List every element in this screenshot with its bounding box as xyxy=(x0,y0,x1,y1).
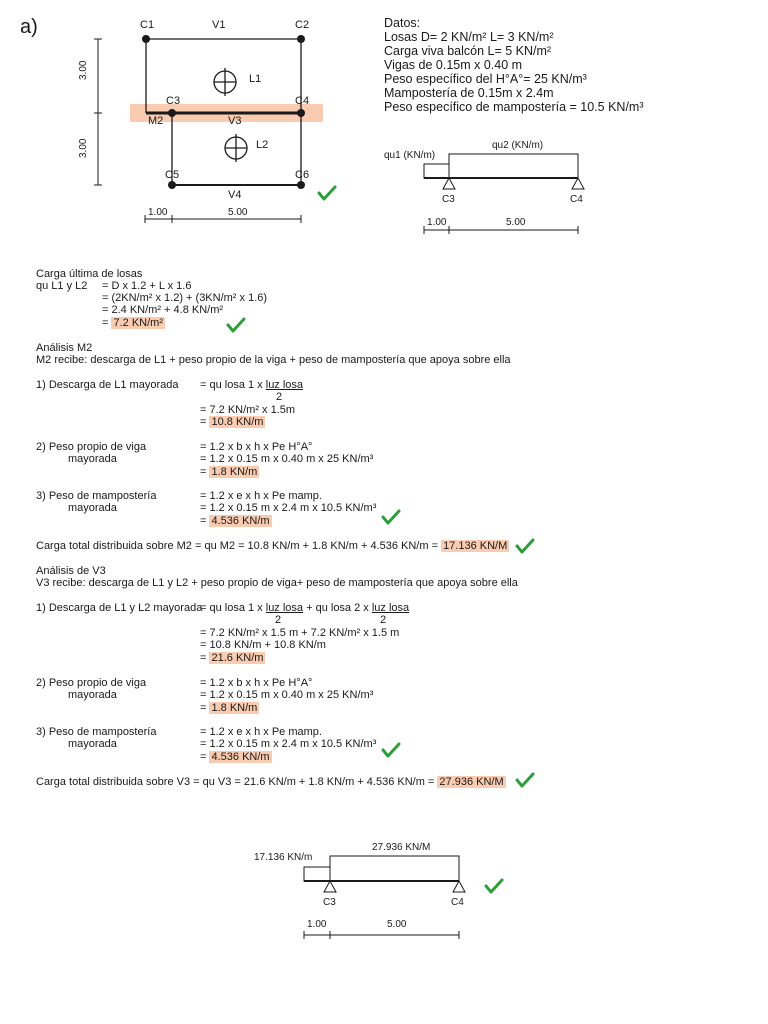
total-result: 17.136 KN/M xyxy=(443,540,508,552)
total-text: Carga total distribuida sobre M2 = qu M2 = 10.8 KN/m + 1.8 KN/m + 4.536 KN/m = xyxy=(36,540,442,552)
carga-losas-title: Carga última de losas xyxy=(36,268,143,280)
support-c4-label: C4 xyxy=(451,897,464,908)
dim-1: 1.00 xyxy=(427,217,447,228)
carga-losas-label: qu L1 y L2 xyxy=(36,280,88,292)
v3-item3-label2: mayorada xyxy=(68,738,117,750)
dim-vertical-2: 3.00 xyxy=(78,138,89,158)
m2-item2-line: = 1.2 x 0.15 m x 0.40 m x 25 KN/m³ xyxy=(200,453,374,465)
check-icon xyxy=(381,508,401,526)
check-icon xyxy=(381,741,401,759)
m2-item3-label2: mayorada xyxy=(68,502,117,514)
result-value: 1.8 KN/m xyxy=(211,466,258,478)
m2-item3-result: = 4.536 KN/m xyxy=(200,515,270,527)
datos-line: Mampostería de 0.15m x 2.4m xyxy=(384,86,554,100)
m2-item3-line: = 1.2 x 0.15 m x 2.4 m x 10.5 KN/m³ xyxy=(200,502,377,514)
v3-item2-line: = 1.2 x 0.15 m x 0.40 m x 25 KN/m³ xyxy=(200,689,374,701)
check-icon xyxy=(317,184,337,202)
m2-item1-formula xyxy=(200,379,303,391)
result-value: 21.6 KN/m xyxy=(211,652,264,664)
datos-title: Datos: xyxy=(384,16,421,30)
support-c4-label: C4 xyxy=(570,194,583,205)
node-c1: C1 xyxy=(140,19,155,31)
support-c3-label: C3 xyxy=(442,194,455,205)
floor-plan xyxy=(0,0,360,230)
formula-numerator: luz losa xyxy=(265,602,304,614)
v3-item2-label: 2) Peso propio de viga xyxy=(36,677,147,689)
node-c6: C6 xyxy=(295,169,310,181)
total-text: Carga total distribuida sobre V3 = qu V3 = 21.6 KN/m + 1.8 KN/m + 4.536 KN/m = xyxy=(36,776,438,788)
m2-item1-line: = 7.2 KN/m² x 1.5m xyxy=(200,404,296,416)
v3-item2-result: = 1.8 KN/m xyxy=(200,702,258,714)
v3-item1-line: = 7.2 KN/m² x 1.5 m + 7.2 KN/m² x 1.5 m xyxy=(200,627,400,639)
result-value: 4.536 KN/m xyxy=(211,515,270,527)
datos-line: Carga viva balcón L= 5 KN/m² xyxy=(384,44,552,58)
dim-horizontal-1: 1.00 xyxy=(148,207,168,218)
analisis-m2-desc: M2 recibe: descarga de L1 + peso propio de la viga + peso de mampostería que apoya sobre ella xyxy=(36,354,511,366)
m2-item2-label2: mayorada xyxy=(68,453,117,465)
analisis-m2-title: Análisis M2 xyxy=(36,342,93,354)
node-c2: C2 xyxy=(295,19,310,31)
v3-item1-line: = 10.8 KN/m + 10.8 KN/m xyxy=(200,639,326,651)
v3-total xyxy=(36,776,506,788)
m2-item3-line: = 1.2 x e x h x Pe mamp. xyxy=(200,490,322,502)
datos-line: Losas D= 2 KN/m² L= 3 KN/m² xyxy=(384,30,554,44)
load-left-label: 17.136 KN/m xyxy=(254,852,313,863)
result-prefix: = xyxy=(102,317,112,329)
dim-vertical-1: 3.00 xyxy=(78,60,89,80)
result-value: 1.8 KN/m xyxy=(211,702,258,714)
m2-item3-label: 3) Peso de mampostería xyxy=(36,490,157,502)
analisis-v3-title: Análisis de V3 xyxy=(36,565,106,577)
total-result: 27.936 KN/M xyxy=(439,776,504,788)
m2-item1-result: = 10.8 KN/m xyxy=(200,416,264,428)
m2-item2-result: = 1.8 KN/m xyxy=(200,466,258,478)
dim-horizontal-2: 5.00 xyxy=(228,207,248,218)
beam-v4: V4 xyxy=(228,189,242,201)
section-label: a) xyxy=(20,16,38,38)
formula-text: = qu losa 1 x xyxy=(200,379,266,391)
dim-1: 1.00 xyxy=(307,919,327,930)
v3-item3-label: 3) Peso de mampostería xyxy=(36,726,157,738)
datos-line: Peso específico de mampostería = 10.5 KN/m³ xyxy=(384,100,644,114)
check-icon xyxy=(515,537,535,555)
support-c3-label: C3 xyxy=(323,897,336,908)
datos-block xyxy=(384,16,644,114)
load-right-label: qu2 (KN/m) xyxy=(492,140,544,151)
check-icon xyxy=(226,316,246,334)
load-left-label: qu1 (KN/m) xyxy=(384,150,436,161)
beam-diagram-bottom xyxy=(250,835,500,945)
carga-losas-result xyxy=(102,317,165,329)
dim-2: 5.00 xyxy=(387,919,407,930)
m2-item1-denominator: 2 xyxy=(276,391,283,403)
balcony-beam-m2: M2 xyxy=(148,115,164,127)
result-value: 4.536 KN/m xyxy=(211,751,270,763)
beam-v3: V3 xyxy=(228,115,242,127)
carga-losas-line: = 2.4 KN/m² + 4.8 KN/m² xyxy=(102,304,224,316)
result-value: 7.2 KN/m² xyxy=(113,317,163,329)
m2-item2-line: = 1.2 x b x h x Pe H°A° xyxy=(200,441,313,453)
slab-l2: L2 xyxy=(256,139,269,151)
m2-item2-label: 2) Peso propio de viga xyxy=(36,441,147,453)
result-value: 10.8 KN/m xyxy=(211,416,264,428)
beam-v1: V1 xyxy=(212,19,226,31)
analisis-v3-desc: V3 recibe: descarga de L1 y L2 + peso propio de viga+ peso de mampostería que apoya sobre ella xyxy=(36,577,518,589)
v3-item1-result: = 21.6 KN/m xyxy=(200,652,264,664)
datos-line: Peso específico del H°A°= 25 KN/m³ xyxy=(384,72,587,86)
v3-item2-label2: mayorada xyxy=(68,689,117,701)
plan-lines xyxy=(0,0,360,230)
v3-item3-line: = 1.2 x e x h x Pe mamp. xyxy=(200,726,322,738)
node-c5: C5 xyxy=(165,169,180,181)
dim-2: 5.00 xyxy=(506,217,526,228)
v3-item1-denominator: 2 xyxy=(275,614,282,626)
v3-item1-label: 1) Descarga de L1 y L2 mayorada xyxy=(36,602,203,614)
formula-text: = qu losa 1 x xyxy=(200,602,266,614)
m2-item1-label: 1) Descarga de L1 mayorada xyxy=(36,379,179,391)
m2-total xyxy=(36,540,509,552)
beam-diagram-top xyxy=(380,135,600,235)
v3-item1-formula xyxy=(200,602,409,614)
node-c3: C3 xyxy=(166,95,181,107)
formula-numerator: luz losa xyxy=(371,602,410,614)
slab-l1: L1 xyxy=(249,73,262,85)
formula-text: + qu losa 2 x xyxy=(303,602,372,614)
check-icon xyxy=(484,877,504,895)
load-right-label: 27.936 KN/M xyxy=(372,842,431,853)
v3-item3-line: = 1.2 x 0.15 m x 2.4 m x 10.5 KN/m³ xyxy=(200,738,377,750)
v3-item3-result: = 4.536 KN/m xyxy=(200,751,270,763)
v3-item1-denominator-2: 2 xyxy=(380,614,387,626)
datos-line: Vigas de 0.15m x 0.40 m xyxy=(384,58,523,72)
node-c4: C4 xyxy=(295,95,310,107)
carga-losas-line: = D x 1.2 + L x 1.6 xyxy=(102,280,192,292)
carga-losas-line: = (2KN/m² x 1.2) + (3KN/m² x 1.6) xyxy=(102,292,268,304)
v3-item2-line: = 1.2 x b x h x Pe H°A° xyxy=(200,677,313,689)
check-icon xyxy=(515,771,535,789)
formula-numerator: luz losa xyxy=(265,379,304,391)
